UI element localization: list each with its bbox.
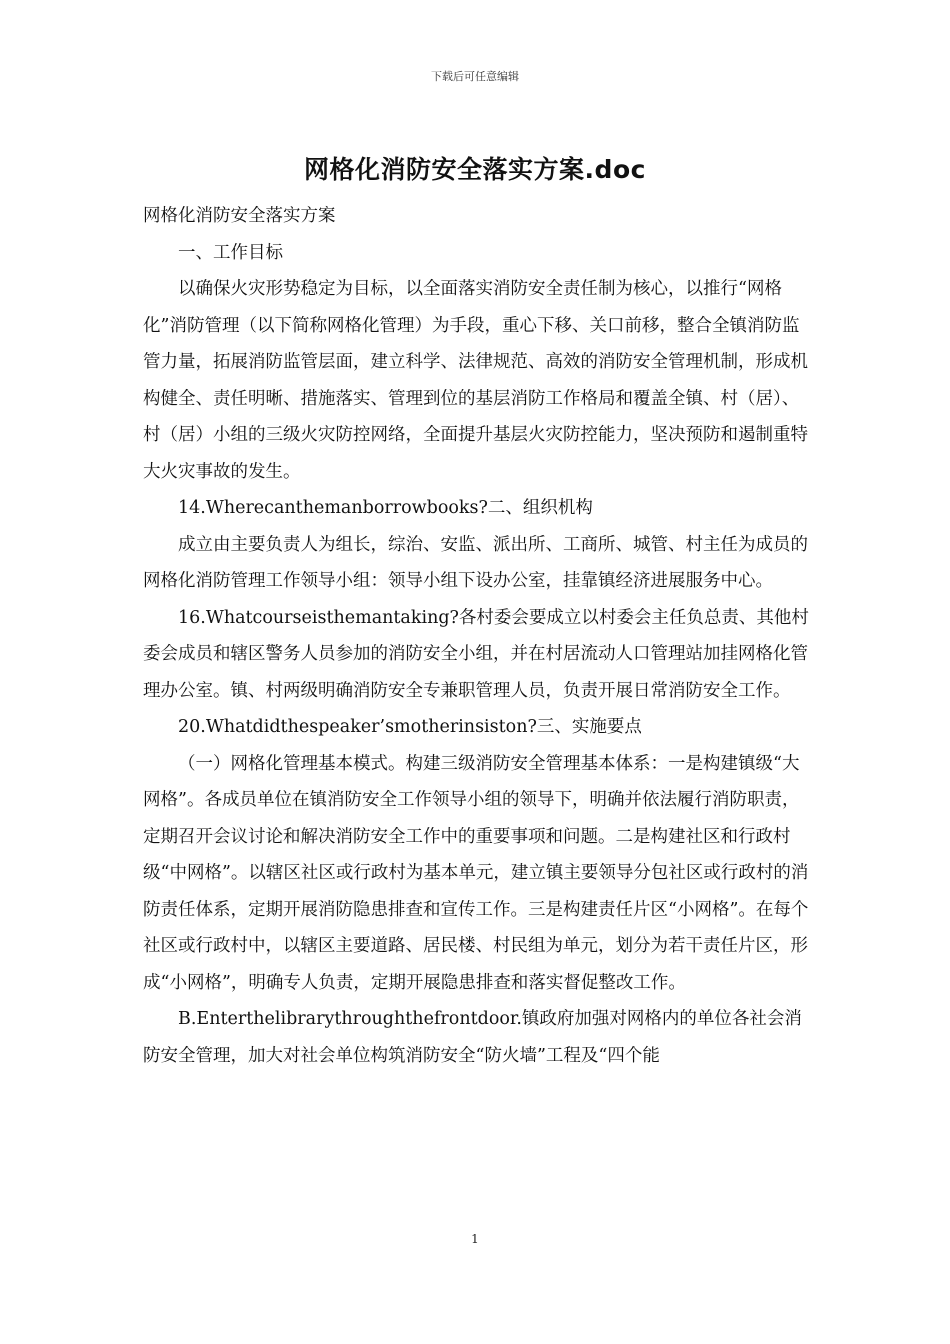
page-number: 1 <box>471 1232 479 1246</box>
section-heading-goals: 一、工作目标 <box>178 242 283 263</box>
header-note: 下载后可任意编辑 <box>431 70 519 83</box>
body-paragraph: 以确保火灾形势稳定为目标，以全面落实消防安全责任制为核心，以推行“网格化”消防管理（以下简称网格化管理）为手段，重心下移、关口前移，整合全镇消防监管力量，拓展消防监管层面，建立科学、法律规范、高效的消防安全管理机制，形成机构健全、责任明晰、措施落实、管理到位的基层消防工作格局和覆盖全镇、村（居）、村（居）小组的三级火灾防控网络，全面提升基层火灾防控能力，坚决预防和遏制重特大火灾事故的发生。 <box>143 279 808 482</box>
document-body <box>143 198 809 1074</box>
body-paragraph: （一）网格化管理基本模式。构建三级消防安全管理基本体系：一是构建镇级“大网格”。各成员单位在镇消防安全工作领导小组的领导下，明确并依法履行消防职责，定期召开会议讨论和解决消防安全工作中的重要事项和问题。二是构建社区和行政村级“中网格”。以辖区社区或行政村为基本单元，建立镇主要领导分包社区或行政村的消防责任体系，定期开展消防隐患排查和宣传工作。三是构建责任片区“小网格”。在每个社区或行政村中，以辖区主要道路、居民楼、村民组为单元，划分为若干责任片区，形成“小网格”，明确专人负责，定期开展隐患排查和落实督促整改工作。 <box>143 753 809 993</box>
body-paragraph: B.Enterthelibrarythroughthefrontdoor.镇政府加强对网格内的单位各社会消防安全管理，加大对社会单位构筑消防安全“防火墙”工程及“四个能 <box>143 1009 802 1066</box>
section-heading-organization: 14.Wherecanthemanborrowbooks?二、组织机构 <box>178 498 593 518</box>
section-heading-implementation: 20.Whatdidthespeaker’smotherinsiston?三、实施要点 <box>178 717 642 737</box>
body-paragraph: 成立由主要负责人为组长，综治、安监、派出所、工商所、城管、村主任为成员的网格化消防管理工作领导小组：领导小组下设办公室，挂靠镇经济进展服务中心。 <box>143 534 808 591</box>
subtitle-paragraph: 网格化消防安全落实方案 <box>143 206 336 226</box>
body-paragraph: 16.Whatcourseisthemantaking?各村委会要成立以村委会主任负总责、其他村委会成员和辖区警务人员参加的消防安全小组，并在村居流动人口管理站加挂网格化管理办公室。镇、村两级明确消防安全专兼职管理人员，负责开展日常消防安全工作。 <box>143 607 809 701</box>
document-title: 网格化消防安全落实方案.doc <box>304 155 646 184</box>
